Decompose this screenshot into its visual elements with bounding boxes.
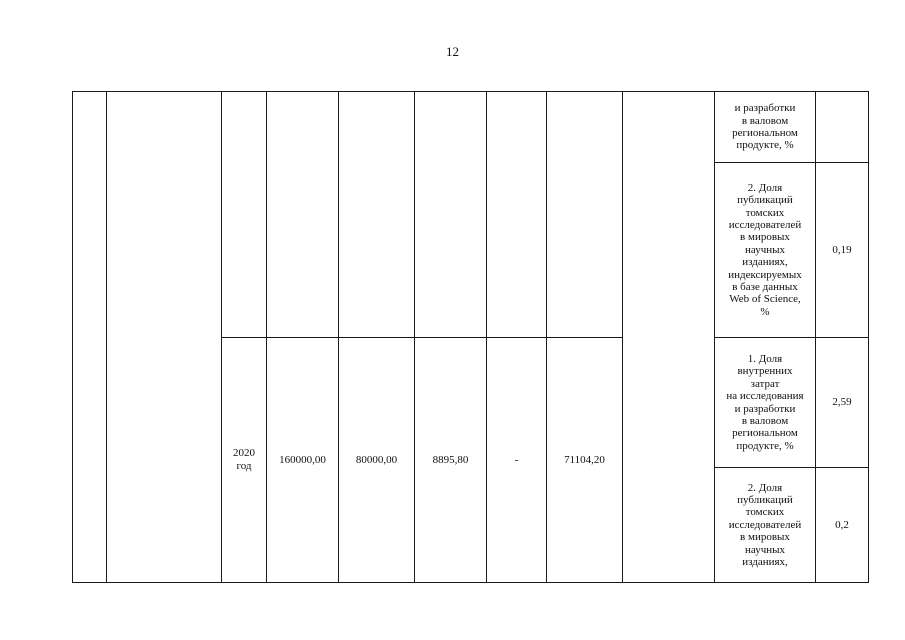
indicator-value: 0,19 [816, 163, 869, 338]
amount-col5: 71104,20 [547, 338, 623, 583]
indicator-cell: 2. Доля публикаций томских исследователей в мировых научных изданиях, индексируемых в базе данных Web of Science, % [715, 163, 816, 338]
year-cell: 2020 год [222, 338, 267, 583]
page-number: 12 [446, 44, 459, 59]
indicator-cell: 1. Доля внутренних затрат на исследования и разработки в валовом региональном продукте, % [715, 338, 816, 468]
indicator-cell: 2. Доля публикаций томских исследователей в мировых научных изданиях, [715, 468, 816, 583]
amount-col3: 8895,80 [415, 338, 487, 583]
cell-empty [415, 92, 487, 338]
cell-empty [107, 92, 222, 583]
indicator-value: 2,59 [816, 338, 869, 468]
cell-empty [487, 92, 547, 338]
cell-empty [267, 92, 339, 338]
indicator-value: 0,2 [816, 468, 869, 583]
indicator-cell: и разработки в валовом региональном продукте, % [715, 92, 816, 163]
cell-empty [339, 92, 415, 338]
cell-empty [73, 92, 107, 583]
table-row [73, 92, 869, 163]
cell-empty [623, 92, 715, 583]
amount-col4: - [487, 338, 547, 583]
cell-empty [222, 92, 267, 338]
indicator-value [816, 92, 869, 163]
amount-col2: 80000,00 [339, 338, 415, 583]
cell-empty [547, 92, 623, 338]
funding-table [72, 91, 869, 583]
total-amount: 160000,00 [267, 338, 339, 583]
